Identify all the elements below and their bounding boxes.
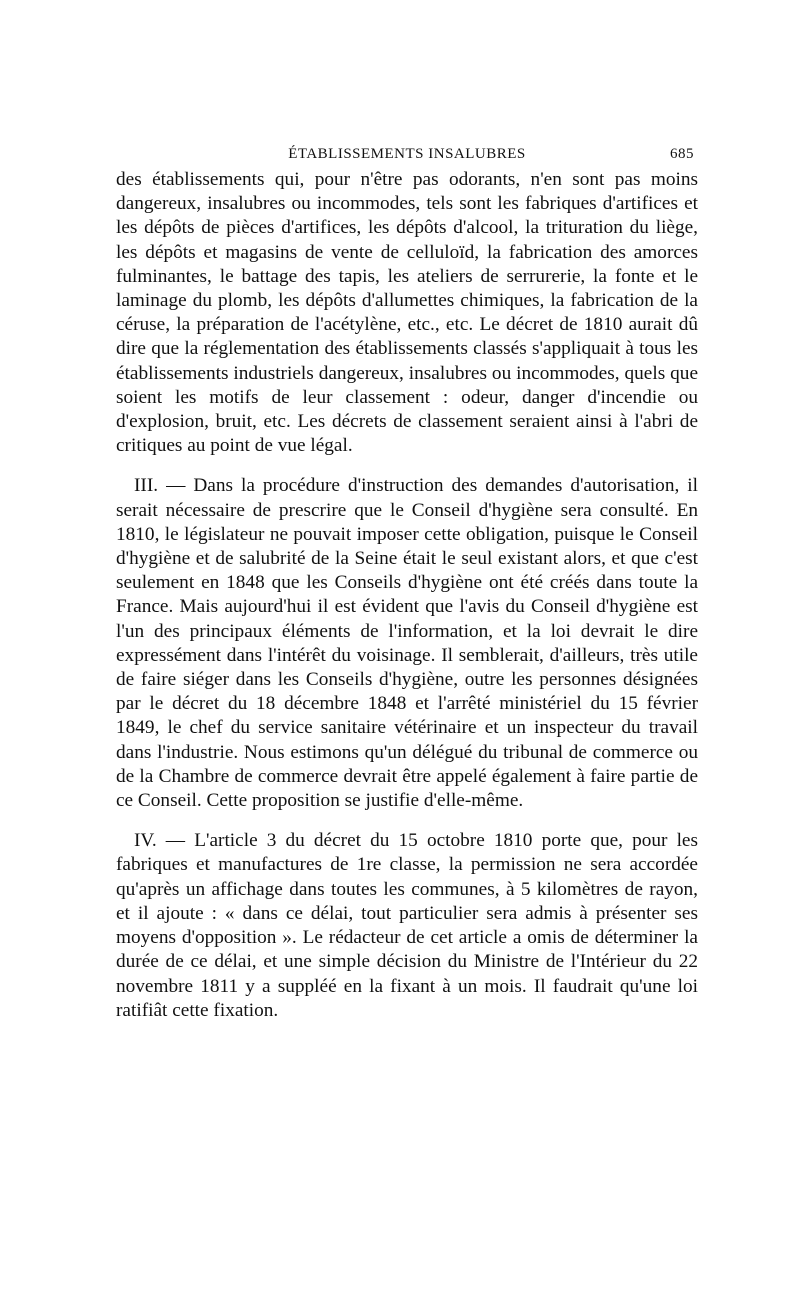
document-page bbox=[116, 146, 698, 1023]
paragraph-continuation: des établissements qui, pour n'être pas odorants, n'en sont pas moins dangereux, insalubres ou incommodes, tels sont les fabriques d'artifices et les dépôts de pièces d'artifices, les dépôts d'alcool, la trituration du liège, les dépôts et magasins de vente de celluloïd, la fabrication des amorces fulminantes, le battage des tapis, les ateliers de serrurerie, la fonte et le laminage du plomb, les dépôts d'allumettes chimiques, la fabrication de la céruse, la préparation de l'acétylène, etc., etc. Le décret de 1810 aurait dû dire que la réglementation des établissements classés s'appliquait à tous les établissements industriels dangereux, insalubres ou incommodes, quels que soient les motifs de leur classement : odeur, danger d'incendie ou d'explosion, bruit, etc. Les décrets de classement seraient ainsi à l'abri de critiques au point de vue légal. bbox=[116, 169, 698, 457]
running-header bbox=[116, 146, 698, 168]
running-title: ÉTABLISSEMENTS INSALUBRES bbox=[288, 146, 526, 162]
page-number: 685 bbox=[670, 146, 694, 162]
paragraph-section-iv: IV. — L'article 3 du décret du 15 octobre 1810 porte que, pour les fabriques et manufactures de 1re classe, la permission ne sera accordée qu'après un affichage dans toutes les communes, à 5 kilomètres de rayon, et il ajoute : « dans ce délai, tout particulier sera admis à présenter ses moyens d'opposition ». Le rédacteur de cet article a omis de déterminer la durée de ce délai, et une simple décision du Ministre de l'Intérieur du 22 novembre 1811 y a suppléé en la fixant à un mois. Il faudrait qu'une loi ratifiât cette fixation. bbox=[116, 830, 698, 1021]
paragraph-section-iii: III. — Dans la procédure d'instruction des demandes d'autorisation, il serait nécessaire de prescrire que le Conseil d'hygiène sera consulté. En 1810, le législateur ne pouvait imposer cette obligation, puisque le Conseil d'hygiène et de salubrité de la Seine était le seul existant alors, et que c'est seulement en 1848 que les Conseils d'hygiène ont été créés dans toute la France. Mais aujourd'hui il est évident que l'avis du Conseil d'hygiène est l'un des principaux éléments de l'information, et la loi devrait le dire expressément dans l'intérêt du voisinage. Il semblerait, d'ailleurs, très utile de faire siéger dans les Conseils d'hygiène, outre les personnes désignées par le décret du 18 décembre 1848 et l'arrêté ministériel du 15 février 1849, le chef du service sanitaire vétérinaire et un inspecteur du travail dans l'industrie. Nous estimons qu'un délégué du tribunal de commerce ou de la Chambre de commerce devrait être appelé également à faire partie de ce Conseil. Cette proposition se justifie d'elle-même. bbox=[116, 475, 698, 812]
